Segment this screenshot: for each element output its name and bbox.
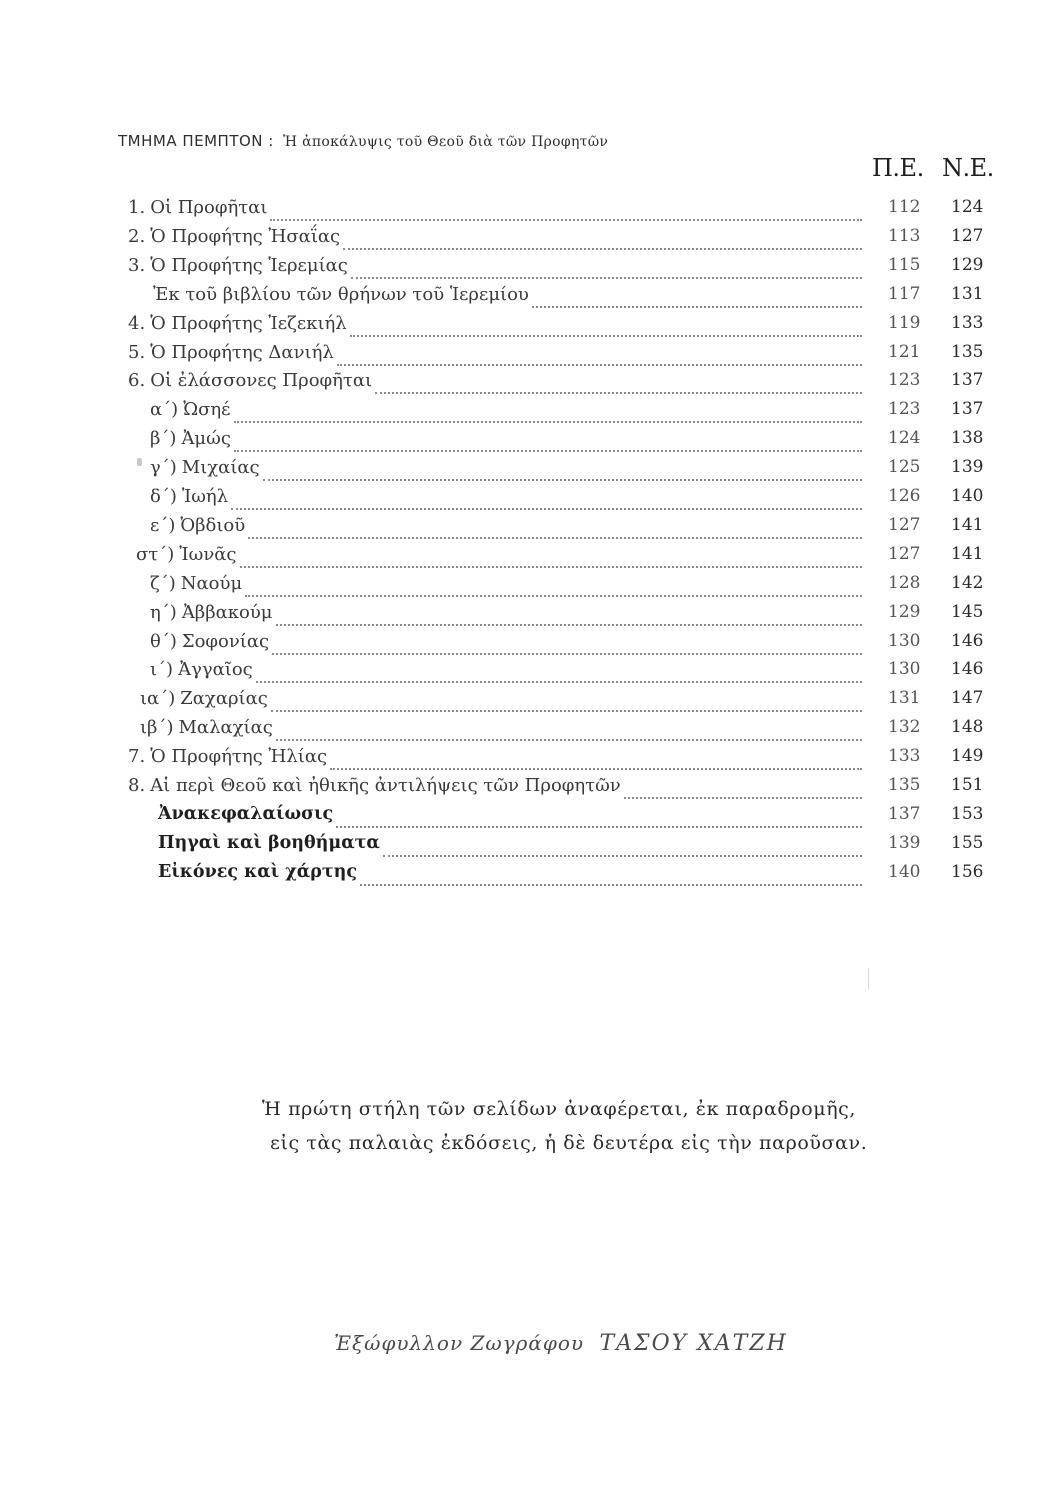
scan-mark [137,458,142,466]
toc-entry [128,775,862,803]
page-number-pe: 137 [888,803,921,824]
toc-entry [128,313,862,341]
section-subtitle: Ἡ ἀποκάλυψις τοῦ Θεοῦ διὰ τῶν Προφητῶν [283,134,609,150]
toc-entry [128,197,862,225]
toc-entry-label: Ἰωνᾶς [179,543,237,565]
toc-row [0,399,1039,427]
dot-leader [532,292,862,308]
toc-entry-label: Ὠσηέ [183,399,231,421]
dot-leader [234,407,862,423]
dot-leader [263,465,862,481]
toc-entry-number: γ΄) [150,457,177,479]
page-number-ne: 135 [951,341,984,362]
toc-entry-number: ι΄) [150,659,174,681]
toc-entry [128,746,862,774]
toc-entry-label: Ἰωήλ [181,486,229,507]
page-number-pe: 131 [888,688,921,709]
toc-row [0,833,1039,861]
toc-entry-label: Ὁ Προφήτης Δανιήλ [150,341,334,363]
toc-row [0,226,1039,254]
toc-row [0,602,1039,630]
toc-entry-number: 4. [128,312,146,334]
dot-leader [330,754,862,770]
toc-entry [150,602,862,630]
toc-entry-label: Ἀμώς [181,428,231,450]
cover-credit-name: ΤΑΣΟΥ ΧΑΤΖΗ [599,1331,788,1356]
toc-entry-number: 2. [128,225,146,247]
toc-entry-number: 1. [128,197,146,218]
dot-leader [245,581,862,597]
toc-row [0,862,1039,890]
toc-entry [150,659,862,687]
page-number-pe: 132 [888,717,921,738]
cover-credit [334,1331,788,1356]
toc-entry [136,544,862,572]
toc-row [0,428,1039,456]
page-number-ne: 127 [951,225,984,246]
toc-entry-label: Ναούμ [180,572,243,594]
dot-leader [272,639,862,655]
page-number-ne: 149 [951,746,984,767]
page-number-pe: 117 [888,283,921,304]
page-number-pe: 130 [888,659,921,680]
toc-entry-number: α΄) [150,399,179,421]
toc-entry-number: δ΄) [150,486,177,507]
dot-leader [270,205,862,221]
dot-leader [375,378,862,394]
toc-row [0,659,1039,687]
toc-entry-number: 8. [128,775,146,796]
dot-leader [271,696,862,712]
toc-entry [153,284,862,312]
page-number-pe: 113 [888,225,921,246]
toc-entry-label: Μαλαχίας [178,717,273,739]
toc-entry [150,486,862,514]
page-number-pe: 133 [888,746,921,767]
page-number-ne: 155 [951,832,984,853]
dot-leader [231,494,862,510]
toc-entry [150,428,862,456]
toc-row [0,775,1039,803]
dot-leader [337,350,862,366]
page-number-pe: 128 [888,572,921,593]
page-number-pe: 125 [888,457,921,478]
toc-row [0,631,1039,659]
dot-leader [350,321,862,337]
toc-entry-number: 7. [128,746,146,768]
page-number-ne: 141 [951,543,984,564]
toc-entry-number: ζ΄) [150,572,176,594]
page-number-pe: 123 [888,370,921,391]
footnote-line-2: εἰς τὰς παλαιὰς ἐκδόσεις, ἡ δὲ δευτέρα εἰς τὴν παροῦσαν. [270,1132,868,1154]
section-title: ΤΜΗΜΑ ΠΕΜΠΤΟΝ : [118,132,274,150]
page-number-ne: 131 [951,283,984,304]
page-number-ne: 124 [951,197,984,217]
scan-mark [868,968,869,990]
page-number-ne: 133 [951,312,984,333]
toc-row [0,342,1039,370]
cover-credit-text: Ἐξώφυλλον Ζωγράφου [334,1331,585,1355]
toc-entry-label: Σοφονίας [181,630,270,652]
toc-row [0,746,1039,774]
toc-entry-label: Ὁ Προφήτης Ἠσαΐας [150,225,341,247]
toc-row [0,544,1039,572]
dot-leader [248,523,862,539]
page-number-ne: 137 [951,370,984,391]
toc-entry-label: Ὁ Προφήτης Ἠλίας [150,746,328,768]
dot-leader [336,812,862,828]
toc-row [0,255,1039,283]
toc-entry-label: Οἱ ἐλάσσονες Προφῆται [150,370,373,392]
toc-row [0,688,1039,716]
dot-leader [256,667,862,683]
toc-entry [128,255,862,283]
toc-entry-number: ιβ΄) [140,717,174,739]
toc-entry [150,631,862,659]
page-number-pe: 126 [888,486,921,506]
toc-row [0,370,1039,398]
toc-entry-label: Ἐκ τοῦ βιβλίου τῶν θρήνων τοῦ Ἱερεμίου [153,283,529,305]
page-number-ne: 153 [951,803,984,824]
toc-row [0,457,1039,485]
dot-leader [276,725,862,741]
toc-entry-label: Οἱ Προφῆται [150,197,268,218]
toc-entry [140,688,862,716]
page-number-pe: 127 [888,514,921,535]
toc-entry [158,862,862,890]
dot-leader [360,870,862,886]
dot-leader [624,783,862,799]
toc-entry-label: Ὁ Προφήτης Ἰεζεκιήλ [150,312,347,334]
page-number-pe: 115 [888,254,921,275]
page-number-pe: 119 [888,312,921,333]
footnote [262,1092,882,1160]
toc-entry-label: Εἰκόνες καὶ χάρτης [158,861,358,882]
page-number-ne: 140 [951,486,984,506]
page-number-ne: 147 [951,688,984,709]
toc-entry-number: 6. [128,370,146,392]
section-heading [118,132,608,150]
toc-entry-number: στ΄) [136,543,175,565]
toc-entry [150,515,862,543]
page-number-ne: 138 [951,428,984,449]
column-header-ne: Ν.Ε. [942,154,994,182]
page-number-pe: 129 [888,601,921,622]
toc-entry-label: Πηγαὶ καὶ βοηθήματα [158,832,380,853]
page-number-pe: 140 [888,861,921,882]
page-number-ne: 151 [951,775,984,795]
page-number-pe: 124 [888,428,921,449]
page-number-pe: 112 [888,197,921,217]
page-number-ne: 156 [951,861,984,882]
toc-entry-label: Ἀγγαῖος [178,659,253,681]
toc-row [0,284,1039,312]
toc-row [0,804,1039,832]
toc-entry-label: Μιχαίας [181,457,260,479]
toc-entry-number: θ΄) [150,630,177,652]
toc-entry [150,573,862,601]
page-number-ne: 146 [951,659,984,680]
page-number-pe: 135 [888,775,921,795]
page-number-ne: 146 [951,630,984,651]
toc-row [0,717,1039,745]
toc-entry-label: Ζαχαρίας [180,688,268,710]
toc-entry-number: ια΄) [140,688,176,710]
toc-entry [140,717,862,745]
toc-entry-number: β΄) [150,428,177,450]
page-number-pe: 139 [888,832,921,853]
toc-row [0,515,1039,543]
toc-entry-label: Ἀνακεφαλαίωσις [158,803,334,824]
toc-entry-number: 3. [128,254,146,276]
page-number-ne: 137 [951,399,984,420]
dot-leader [351,263,862,279]
page-number-pe: 127 [888,543,921,564]
page-number-ne: 145 [951,601,984,622]
toc-entry [128,342,862,370]
toc-entry [158,833,862,861]
toc-entry-number: 5. [128,341,146,363]
toc-entry-label: Αἱ περὶ Θεοῦ καὶ ἠθικῆς ἀντιλήψεις τῶν Προφητῶν [150,775,621,796]
dot-leader [234,436,862,452]
page-number-ne: 139 [951,457,984,478]
toc-row [0,313,1039,341]
page-number-pe: 130 [888,630,921,651]
page-number-pe: 121 [888,341,921,362]
toc-entry-number: ε΄) [150,514,176,536]
toc-entry-label: Ὁ Προφήτης Ἱερεμίας [150,254,348,276]
toc-row [0,573,1039,601]
dot-leader [276,610,862,626]
toc-entry [128,370,862,398]
column-header-pe: Π.Ε. [872,154,924,182]
toc-entry-number: η΄) [150,601,177,623]
page-number-ne: 141 [951,514,984,535]
toc-entry [150,457,862,485]
dot-leader [240,552,862,568]
toc-entry [158,804,862,832]
toc-row [0,197,1039,225]
page-number-pe: 123 [888,399,921,420]
dot-leader [343,234,862,250]
page-number-ne: 148 [951,717,984,738]
toc-entry [150,399,862,427]
toc-entry [128,226,862,254]
page-number-ne: 129 [951,254,984,275]
page-number-ne: 142 [951,572,984,593]
toc-entry-label: Ὀβδιοῦ [180,514,246,536]
toc-entry-label: Ἀββακούμ [181,601,273,623]
footnote-line-1: Ἡ πρώτη στήλη τῶν σελίδων ἀναφέρεται, ἐκ παραδρομῆς, [262,1098,857,1120]
toc-row [0,486,1039,514]
dot-leader [383,841,862,857]
